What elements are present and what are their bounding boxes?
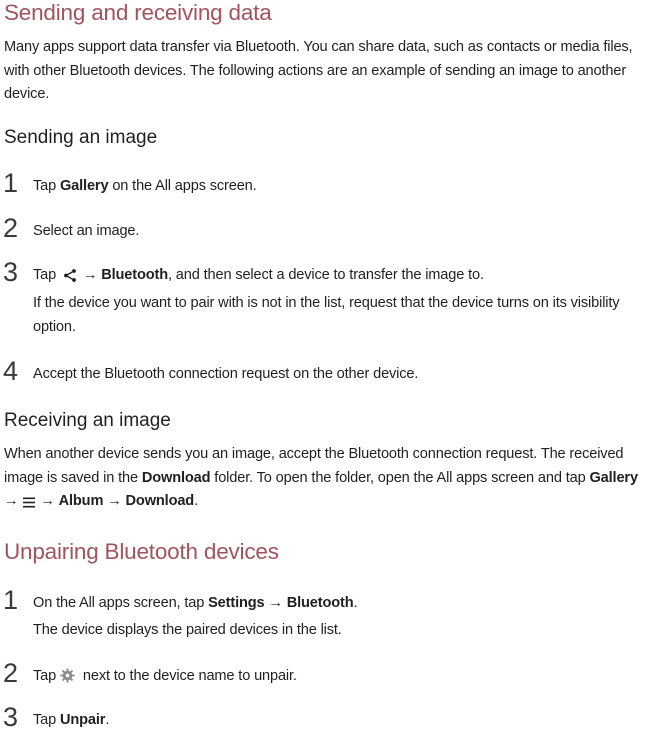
intro-paragraph: Many apps support data transfer via Bluetooth. You can share data, such as contacts or media files, with other Bluetooth devices. The following actions are an example of sending an image to another device.	[4, 39, 633, 103]
step-text: Tap next to the device name to unpair.	[33, 666, 297, 689]
sending-step-4	[3, 358, 643, 388]
menu-icon	[23, 493, 35, 517]
unpairing-step-1-note: The device displays the paired devices in the list.	[33, 622, 342, 638]
step-text: Accept the Bluetooth connection request on the other device.	[33, 366, 419, 382]
receiving-paragraph: When another device sends you an image, accept the Bluetooth connection request. The received image is saved in the Download folder. To open the folder, open the All apps screen and tap Gallery → → Album → Download.	[4, 443, 644, 517]
step-number: 1	[3, 585, 19, 615]
step-number: 3	[3, 257, 19, 287]
step-number: 3	[3, 702, 19, 732]
step-number: 2	[3, 658, 19, 688]
step-text: Select an image.	[33, 223, 140, 239]
sending-step-1	[3, 170, 643, 200]
step-text: Tap Unpair.	[33, 712, 110, 728]
section-title-send-receive: Sending and receiving data	[4, 0, 272, 25]
gear-icon	[60, 668, 75, 689]
section-title-unpairing: Unpairing Bluetooth devices	[4, 539, 279, 564]
unpairing-step-3	[3, 704, 643, 734]
step-text: On the All apps screen, tap Settings → Bluetooth.	[33, 595, 358, 611]
subsection-title-sending: Sending an image	[4, 127, 158, 148]
unpairing-step-1	[3, 587, 643, 617]
step-number: 4	[3, 356, 19, 386]
share-icon	[64, 268, 76, 288]
subsection-title-receiving: Receiving an image	[4, 410, 171, 431]
sending-step-3	[3, 259, 643, 289]
step-text: Tap → Bluetooth, and then select a device to transfer the image to.	[33, 265, 484, 288]
step-number: 1	[3, 168, 19, 198]
step-text: Tap Gallery on the All apps screen.	[33, 178, 257, 194]
step-number: 2	[3, 213, 19, 243]
sending-step-3-note: If the device you want to pair with is not in the list, request that the device turns on its visibility option.	[33, 295, 620, 335]
unpairing-step-2	[3, 660, 643, 690]
sending-step-2	[3, 215, 643, 245]
